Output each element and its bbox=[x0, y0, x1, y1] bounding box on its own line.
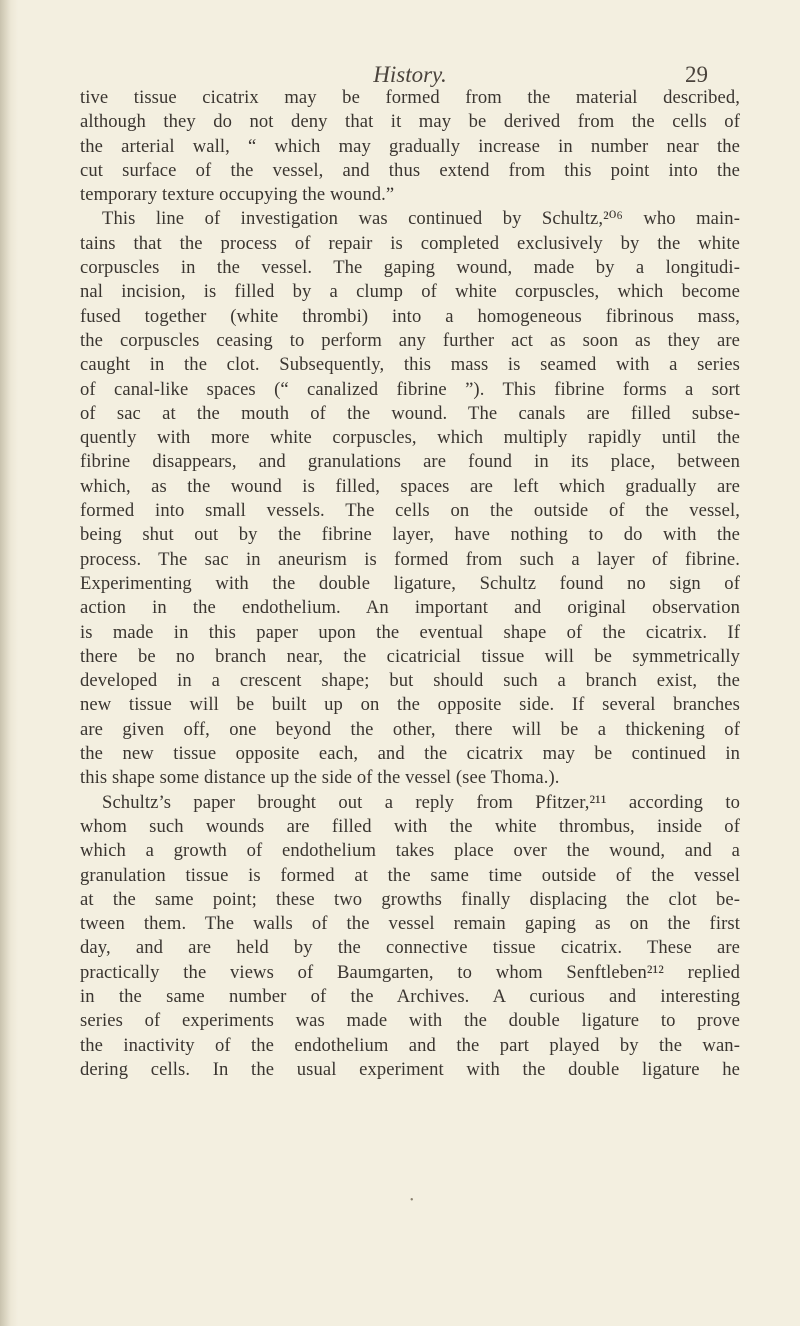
text-line: action in the endothelium. An important and original observation bbox=[80, 597, 740, 619]
text-line: nal incision, is filled by a clump of white corpuscles, which become bbox=[80, 281, 740, 303]
text-line: tive tissue cicatrix may be formed from the material described, bbox=[80, 87, 740, 108]
text-line: tains that the process of repair is completed exclusively by the white bbox=[80, 232, 740, 254]
text-line: granulation tissue is formed at the same time outside of the vessel bbox=[80, 864, 740, 886]
text-line: Schultz’s paper brought out a reply from Pfitzer,²¹¹ according to bbox=[102, 791, 740, 813]
text-line: the arterial wall, “ which may gradually increase in number near the bbox=[80, 135, 740, 157]
running-head: History. bbox=[373, 62, 447, 87]
page-edge-shadow bbox=[0, 0, 18, 1326]
text-line: this shape some distance up the side of the vessel (see Thoma.). bbox=[80, 767, 560, 789]
text-line: day, and are held by the connective tissue cicatrix. These are bbox=[80, 937, 740, 959]
text-line: temporary texture occupying the wound.” bbox=[80, 184, 395, 206]
text-line: new tissue will be built up on the opposite side. If several branches bbox=[80, 694, 740, 716]
text-line: practically the views of Baumgarten, to whom Senftleben²¹² replied bbox=[80, 961, 740, 983]
text-line: developed in a crescent shape; but should such a branch exist, the bbox=[80, 670, 740, 692]
text-line: the new tissue opposite each, and the cicatrix may be continued in bbox=[80, 743, 740, 765]
text-line: is made in this paper upon the eventual shape of the cicatrix. If bbox=[80, 621, 740, 643]
text-line: of sac at the mouth of the wound. The canals are filled subse- bbox=[80, 402, 740, 424]
text-line: corpuscles in the vessel. The gaping wound, made by a longitudi- bbox=[80, 257, 740, 279]
text-line: whom such wounds are filled with the white thrombus, inside of bbox=[80, 815, 740, 837]
text-line: series of experiments was made with the double ligature to prove bbox=[80, 1010, 740, 1032]
text-line: which, as the wound is filled, spaces are left which gradually are bbox=[80, 475, 740, 497]
text-line: at the same point; these two growths finally displacing the clot be- bbox=[80, 888, 740, 910]
text-line: Experimenting with the double ligature, Schultz found no sign of bbox=[80, 572, 740, 594]
text-line: there be no branch near, the cicatricial tissue will be symmetrically bbox=[80, 645, 740, 667]
body-text bbox=[80, 86, 740, 1082]
page-number: 29 bbox=[685, 62, 708, 87]
text-line: tween them. The walls of the vessel remain gaping as on the first bbox=[80, 913, 740, 935]
text-line: in the same number of the Archives. A curious and interesting bbox=[80, 985, 740, 1007]
text-line: the corpuscles ceasing to perform any further act as soon as they are bbox=[80, 329, 740, 351]
text-line: caught in the clot. Subsequently, this mass is seamed with a series bbox=[80, 354, 740, 376]
page-header bbox=[80, 44, 740, 87]
text-line: formed into small vessels. The cells on the outside of the vessel, bbox=[80, 500, 740, 522]
text-line: which a growth of endothelium takes place over the wound, and a bbox=[80, 840, 740, 862]
text-line: the inactivity of the endothelium and the part played by the wan- bbox=[80, 1034, 740, 1056]
text-line: are given off, one beyond the other, there will be a thickening of bbox=[80, 718, 740, 740]
text-line: cut surface of the vessel, and thus extend from this point into the bbox=[80, 159, 740, 181]
text-line: fused together (white thrombi) into a homogeneous fibrinous mass, bbox=[80, 305, 740, 327]
text-line: process. The sac in aneurism is formed from such a layer of fibrine. bbox=[80, 548, 740, 570]
text-line: although they do not deny that it may be derived from the cells of bbox=[80, 111, 740, 133]
text-line: This line of investigation was continued by Schultz,²⁰⁶ who main- bbox=[102, 208, 740, 230]
stray-print-mark: • bbox=[410, 1195, 414, 1206]
text-line: fibrine disappears, and granulations are found in its place, between bbox=[80, 451, 740, 473]
text-line: quently with more white corpuscles, which multiply rapidly until the bbox=[80, 427, 740, 449]
text-line: of canal-like spaces (“ canalized fibrine ”). This fibrine forms a sort bbox=[80, 378, 740, 400]
text-line: dering cells. In the usual experiment with the double ligature he bbox=[80, 1058, 740, 1080]
text-line: being shut out by the fibrine layer, have nothing to do with the bbox=[80, 524, 740, 546]
